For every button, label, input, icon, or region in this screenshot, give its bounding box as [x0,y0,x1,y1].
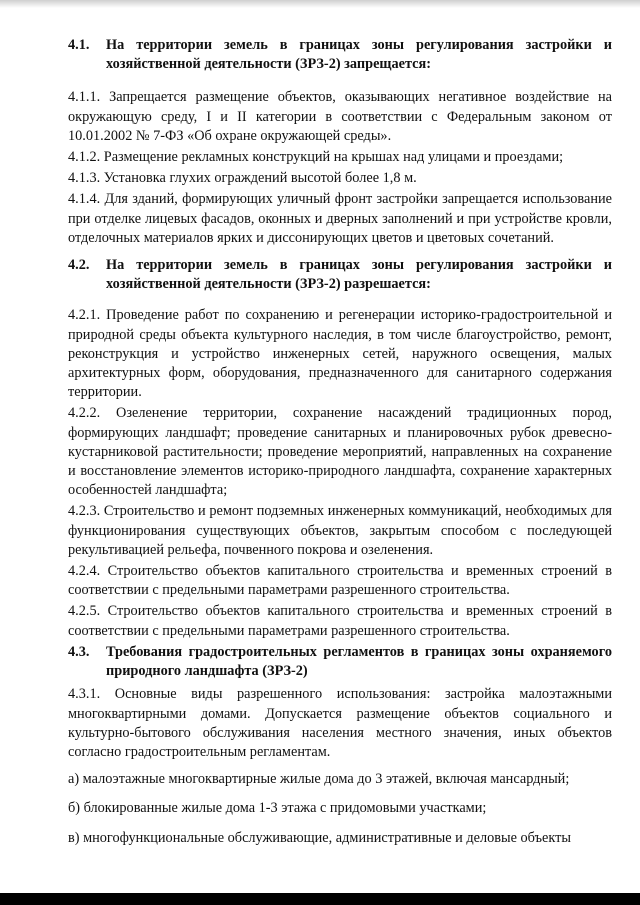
scan-edge-bottom [0,893,640,905]
clause-4-1-1: 4.1.1. Запрещается размещение объектов, оказывающих негативное воздействие на окружающую среду, I и II категории в соответствии с Федеральным законом от 10.01.2002 № 7-ФЗ «Об охране окружающей среды». [68,89,612,144]
section-4-2-heading [68,256,612,294]
section-title: Требования градостроительных регламентов в границах зоны охраняемого природного ландшафта (ЗРЗ-2) [106,643,612,680]
section-title: На территории земель в границах зоны регулирования застройки и хозяйственной деятельности (ЗРЗ-2) запрещается: [106,37,612,73]
scan-edge-top [0,0,640,8]
list-item-b: б) блокированные жилые дома 1-3 этажа с придомовыми участками; [68,800,487,817]
clause-4-2-5: 4.2.5. Строительство объектов капитального строительства и временных строений в соответствии с предельными параметрами разрешенного строительства. [68,603,612,639]
clause-4-2-2: 4.2.2. Озеленение территории, сохранение насаждений традиционных пород, формирующих ландшафт; проведение санитарных и планировочных рубок древесно-кустарниковой растительности; проведение мероприятий, направленных на сохранение и восстановление элементов историко-природного ландшафта, сохранение характерных особенностей ландшафта; [68,405,612,499]
section-4-3-heading [68,643,612,681]
clause-4-3-1: 4.3.1. Основные виды разрешенного использования: застройка малоэтажными многоквартирными домами. Допускается размещение объектов социального и культурно-бытового обслуживания населения местного значения, иных объектов согласно градостроительным регламентам. [68,686,612,760]
section-4-1-heading [68,36,612,74]
clause-4-1-4: 4.1.4. Для зданий, формирующих уличный фронт застройки запрещается использование при отделке лицевых фасадов, оконных и дверных заполнений и при устройстве кровли, отделочных материалов ярких и диссонирующих цветов и цветовых сочетаний. [68,191,612,246]
list-item-c: в) многофункциональные обслуживающие, административные и деловые объекты [68,829,571,846]
section-number: 4.3. [68,643,90,660]
clause-4-1-3: 4.1.3. Установка глухих ограждений высотой более 1,8 м. [68,170,417,187]
clause-4-2-1: 4.2.1. Проведение работ по сохранению и регенерации историко-градостроительной и природной среды объекта культурного наследия, в том числе благоустройство, ремонт, реконструкция и устройство инженерных сетей, наружного освещения, малых архитектурных форм, оборудования, предназначенного для санитарного содержания территории. [68,307,612,401]
document-page [68,36,612,858]
section-number: 4.1. [68,37,90,53]
section-title: На территории земель в границах зоны регулирования застройки и хозяйственной деятельности (ЗРЗ-2) разрешается: [106,257,612,293]
section-number: 4.2. [68,257,90,274]
clause-4-1-2: 4.1.2. Размещение рекламных конструкций на крышах над улицами и проездами; [68,149,564,166]
list-item-a: а) малоэтажные многоквартирные жилые дома до 3 этажей, включая мансардный; [68,771,570,788]
clause-4-2-3: 4.2.3. Строительство и ремонт подземных инженерных коммуникаций, необходимых для функционирования существующих объектов, закрытым способом с последующей рекультивацией рельефа, почвенного покрова и озеленения. [68,503,612,558]
clause-4-2-4: 4.2.4. Строительство объектов капитального строительства и временных строений в соответствии с предельными параметрами разрешенного строительства. [68,563,612,599]
